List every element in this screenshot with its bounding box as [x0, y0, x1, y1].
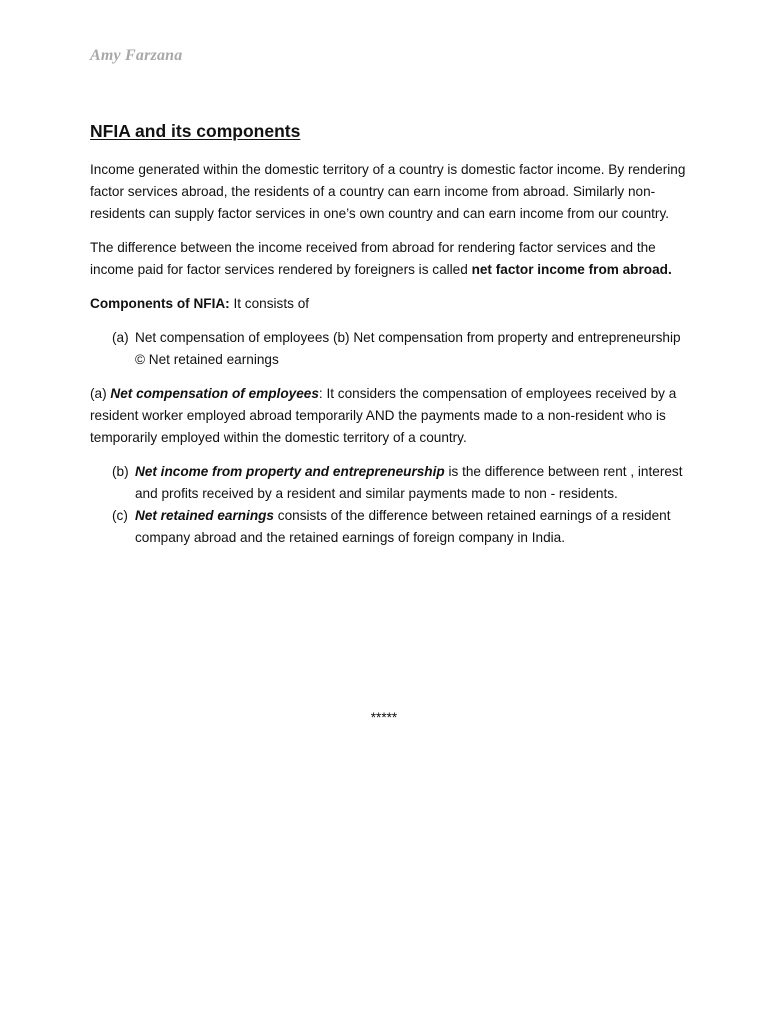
- paragraph-nfia-definition: [90, 237, 690, 281]
- header-author: Amy Farzana: [90, 47, 183, 64]
- components-text: It consists of: [229, 296, 310, 311]
- item-c-text: consists of the difference between retained earnings of a resident company abroad and the retained earnings of foreign company in India.: [135, 508, 671, 545]
- paragraph-domestic-income: Income generated within the domestic territory of a country is domestic factor income. By rendering factor services abroad, the residents of a country can earn income from abroad. Similarly non-residents can supply factor services in one’s own country and can earn income from our country.: [90, 162, 686, 221]
- page-title: NFIA and its components: [90, 121, 301, 141]
- item-c-term: Net retained earnings: [135, 508, 274, 523]
- item-b-text: is the difference between rent , interest and profits received by a resident and similar payments made to non - residents.: [135, 464, 683, 501]
- list-item-text: [135, 461, 690, 505]
- document-body: [90, 119, 690, 561]
- list-item: [90, 461, 690, 505]
- list-marker: (c): [112, 508, 128, 523]
- list-item-text: Net compensation of employees (b) Net compensation from property and entrepreneurship © Net retained earnings: [135, 330, 681, 367]
- paragraph-net-compensation: [90, 383, 690, 449]
- paragraph-components: [90, 293, 690, 315]
- list-item: [90, 327, 690, 371]
- list-item-text: [135, 505, 690, 549]
- item-a-term: Net compensation of employees: [110, 386, 319, 401]
- item-a-marker: (a): [90, 386, 111, 401]
- list-item: [90, 505, 690, 549]
- components-summary-list: [90, 327, 690, 371]
- components-detail-list: [90, 461, 690, 549]
- components-label: Components of NFIA:: [90, 296, 230, 311]
- end-mark: *****: [370, 710, 398, 725]
- nfia-definition-text: The difference between the income received from abroad for rendering factor services and the income paid for factor services rendered by foreigners is called: [90, 240, 656, 277]
- list-marker: (b): [112, 464, 129, 479]
- item-a-text: : It considers the compensation of employees received by a resident worker employed abroad temporarily AND the payments made to a non-resident who is temporarily employed within the domestic territory of a country.: [90, 386, 677, 445]
- item-b-term: Net income from property and entrepreneurship: [135, 464, 445, 479]
- list-marker: (a): [112, 330, 129, 345]
- nfia-term: net factor income from abroad.: [471, 262, 672, 277]
